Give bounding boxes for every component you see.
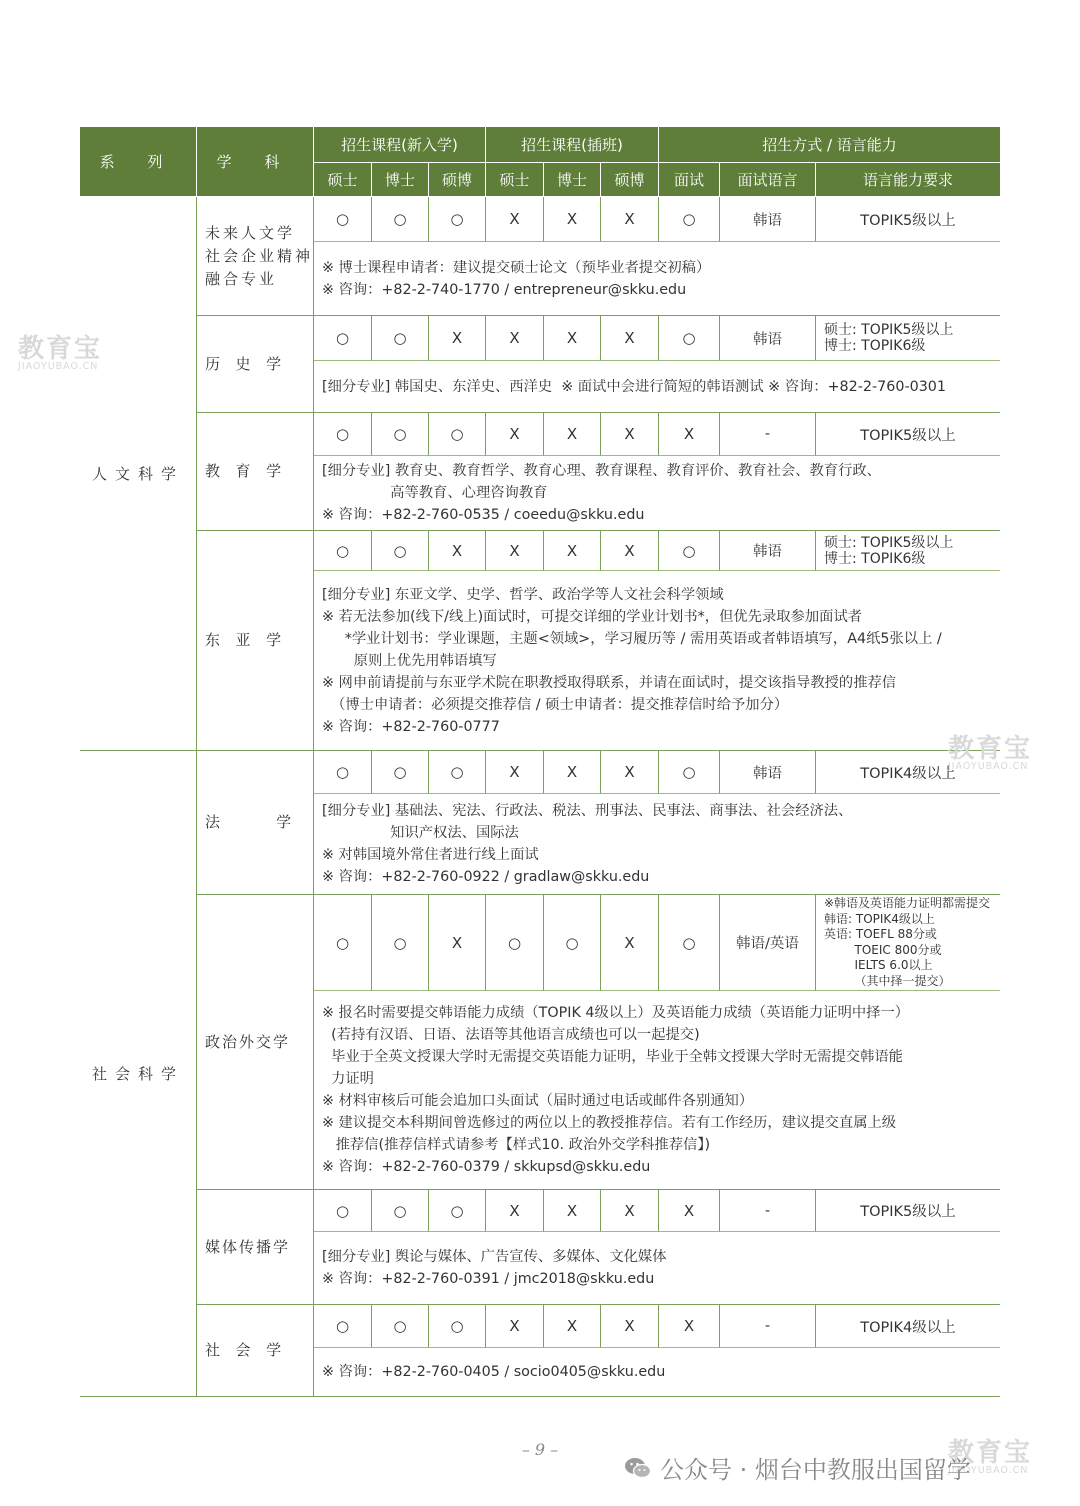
admissions-table — [80, 127, 1000, 1397]
mark-cell: ○ — [544, 895, 601, 991]
language-requirement — [816, 316, 1000, 361]
language-requirement — [816, 413, 1000, 456]
note-line: 毕业于全英文授课大学时无需提交英语能力证明，毕业于全韩文授课大学时无需提交韩语能 — [322, 1049, 903, 1065]
subject-cell — [197, 531, 314, 751]
note-line: 高等教育、心理咨询教育 — [322, 485, 548, 501]
header-col: 硕博 — [429, 163, 486, 197]
header-group-method: 招生方式 / 语言能力 — [659, 127, 1000, 163]
mark-cell: ○ — [372, 531, 429, 571]
note-line: ※ 咨询：+82-2-760-0405 / socio0405@skku.edu — [322, 1364, 666, 1380]
note-line: ※ 咨询：+82-2-760-0777 — [322, 718, 500, 735]
note-line: （博士申请者：必须提交推荐信 / 硕士申请者：提交推荐信时给予加分） — [322, 696, 789, 713]
mark-cell: ○ — [429, 197, 486, 242]
requirement-line: 硕士: TOPIK5级以上 — [824, 322, 954, 338]
note-line: 力证明 — [322, 1071, 374, 1087]
mark-cell: ○ — [659, 531, 720, 571]
interview-language: 韩语/英语 — [720, 895, 816, 991]
language-requirement — [816, 197, 1000, 242]
header-subject: 学 科 — [197, 127, 314, 197]
requirement-line: 硕士: TOPIK5级以上 — [824, 534, 954, 551]
mark-cell: X — [544, 531, 601, 571]
header-group-new: 招生课程(新入学) — [314, 127, 486, 163]
subject-cell — [197, 895, 314, 1190]
subject-name: 社会企业精神 — [205, 246, 314, 265]
watermark-logo: 教育宝 JIAOYUBAO.CN — [18, 334, 103, 372]
mark-cell: X — [544, 751, 601, 794]
mark-cell: X — [544, 197, 601, 242]
mark-cell: X — [544, 1305, 601, 1348]
subject-cell — [197, 316, 314, 413]
interview-language: 韩语 — [720, 531, 816, 571]
note-cell — [314, 571, 1000, 751]
mark-cell: X — [486, 531, 544, 571]
requirement-line: TOPIK5级以上 — [860, 212, 956, 229]
note-line: ※ 咨询：+82-2-740-1770 / entrepreneur@skku.edu — [322, 281, 687, 298]
mark-cell: X — [601, 751, 659, 794]
mark-cell: ○ — [372, 895, 429, 991]
page-number: – 9 – — [521, 1440, 559, 1459]
note-line: [细分专业] 东亚文学、史学、哲学、政治学等人文社会科学领域 — [322, 586, 724, 603]
mark-cell: X — [659, 1305, 720, 1348]
interview-language: - — [720, 1190, 816, 1232]
note-line: [细分专业] 舆论与媒体、广告宣传、多媒体、文化媒体 — [322, 1249, 667, 1265]
header-col: 面试 — [659, 163, 720, 197]
category-humanities: 人文科学 — [80, 197, 197, 751]
subject-name: 媒体传播学 — [205, 1237, 291, 1256]
mark-cell: ○ — [429, 751, 486, 794]
mark-cell: X — [486, 1305, 544, 1348]
mark-cell: ○ — [429, 413, 486, 456]
subject-cell — [197, 751, 314, 895]
mark-cell: ○ — [314, 1190, 372, 1232]
note-line: ※ 咨询：+82-2-760-0379 / skkupsd@skku.edu — [322, 1159, 651, 1175]
note-line: 原则上优先用韩语填写 — [322, 652, 497, 669]
mark-cell: ○ — [314, 316, 372, 361]
note-line: 知识产权法、国际法 — [322, 825, 519, 841]
subject-name: 东 亚 学 — [205, 631, 284, 649]
mark-cell: ○ — [372, 197, 429, 242]
mark-cell: X — [601, 197, 659, 242]
note-cell — [314, 456, 1000, 531]
note-line: [细分专业] 韩国史、东洋史、西洋史 ※ 面试中会进行简短的韩语测试 ※ 咨询：+82-2-760-0301 — [322, 378, 946, 395]
header-col: 面试语言 — [720, 163, 816, 197]
requirement-line: 韩语: TOPIK4级以上 — [824, 911, 935, 926]
mark-cell: ○ — [372, 316, 429, 361]
mark-cell: ○ — [314, 1305, 372, 1348]
note-cell — [314, 1348, 1000, 1397]
mark-cell: X — [429, 316, 486, 361]
mark-cell: ○ — [314, 531, 372, 571]
note-line: [细分专业] 基础法、宪法、行政法、税法、刑事法、民事法、商事法、社会经济法、 — [322, 803, 853, 819]
mark-cell: X — [486, 1190, 544, 1232]
language-requirement — [816, 531, 1000, 571]
mark-cell: X — [601, 531, 659, 571]
header-col: 硕博 — [601, 163, 659, 197]
subject-name: 历 史 学 — [205, 354, 284, 373]
subject-cell — [197, 1305, 314, 1397]
interview-language: 韩语 — [720, 197, 816, 242]
note-line: ※ 对韩国境外常住者进行线上面试 — [322, 847, 539, 863]
mark-cell: X — [544, 1190, 601, 1232]
subject-name: 教 育 学 — [205, 462, 284, 480]
mark-cell: X — [544, 413, 601, 456]
note-line: *学业计划书：学业课题，主题<领域>，学习履历等 / 需用英语或者韩语填写，A4纸5张以上 / — [322, 630, 942, 647]
subject-name: 法 学 — [205, 813, 294, 831]
mark-cell: X — [486, 751, 544, 794]
mark-cell: X — [601, 316, 659, 361]
header-col: 博士 — [544, 163, 601, 197]
requirement-line: TOPIK4级以上 — [860, 1319, 956, 1336]
subject-cell — [197, 1190, 314, 1305]
note-line: ※ 博士课程申请者：建议提交硕士论文（预毕业者提交初稿） — [322, 259, 711, 276]
mark-cell: X — [486, 197, 544, 242]
note-line: ※ 咨询：+82-2-760-0535 / coeedu@skku.edu — [322, 507, 645, 523]
mark-cell: X — [486, 413, 544, 456]
requirement-line: ※韩语及英语能力证明都需提交 — [824, 896, 991, 910]
mark-cell: ○ — [372, 751, 429, 794]
mark-cell: X — [659, 413, 720, 456]
subject-cell — [197, 413, 314, 531]
note-cell — [314, 1232, 1000, 1305]
language-requirement — [816, 895, 1000, 991]
mark-cell: ○ — [314, 751, 372, 794]
interview-language: 韩语 — [720, 316, 816, 361]
mark-cell: ○ — [429, 1190, 486, 1232]
mark-cell: X — [601, 1305, 659, 1348]
mark-cell: X — [544, 316, 601, 361]
mark-cell: ○ — [372, 1305, 429, 1348]
note-line: 推荐信(推荐信样式请参考【样式10. 政治外交学科推荐信】) — [322, 1137, 711, 1153]
requirement-line: （其中择一提交） — [824, 973, 951, 988]
requirement-line: 博士: TOPIK6级 — [824, 550, 926, 567]
mark-cell: ○ — [314, 197, 372, 242]
watermark-logo: 教育宝 JIAOYUBAO.CN — [948, 1438, 1033, 1476]
subject-cell — [197, 197, 314, 316]
language-requirement — [816, 1190, 1000, 1232]
subject-name: 社 会 学 — [205, 1341, 284, 1359]
requirement-line: TOEIC 800分或 — [824, 942, 942, 957]
footer-text: 公众号 · 烟台中教服出国留学 — [660, 1456, 971, 1484]
subject-name: 政治外交学 — [205, 1032, 291, 1051]
header-col: 硕士 — [486, 163, 544, 197]
mark-cell: ○ — [659, 316, 720, 361]
mark-cell: ○ — [372, 413, 429, 456]
mark-cell: ○ — [314, 413, 372, 456]
mark-cell: ○ — [659, 895, 720, 991]
header-col: 语言能力要求 — [816, 163, 1000, 197]
mark-cell: X — [659, 1190, 720, 1232]
note-line: ※ 咨询：+82-2-760-0922 / gradlaw@skku.edu — [322, 869, 650, 885]
requirement-line: TOPIK5级以上 — [860, 1204, 956, 1220]
mark-cell: X — [601, 1190, 659, 1232]
mark-cell: X — [429, 531, 486, 571]
mark-cell: ○ — [659, 197, 720, 242]
note-line: ※ 网申前请提前与东亚学术院在职教授取得联系，并请在面试时，提交该指导教授的推荐信 — [322, 674, 897, 691]
note-cell — [314, 361, 1000, 413]
mark-cell: X — [601, 413, 659, 456]
note-line: ※ 报名时需要提交韩语能力成绩（TOPIK 4级以上）及英语能力成绩（英语能力证明中择一） — [322, 1005, 910, 1021]
note-line: ※ 若无法参加(线下/线上)面试时，可提交详细的学业计划书*，但优先录取参加面试者 — [322, 608, 863, 625]
interview-language: 韩语 — [720, 751, 816, 794]
header-group-transfer: 招生课程(插班) — [486, 127, 659, 163]
header-series: 系 列 — [80, 127, 197, 197]
interview-language: - — [720, 413, 816, 456]
mark-cell: ○ — [659, 751, 720, 794]
note-cell — [314, 794, 1000, 895]
header-col: 博士 — [372, 163, 429, 197]
note-line: ※ 材料审核后可能会追加口头面试（届时通过电话或邮件各别通知） — [322, 1093, 754, 1109]
note-line: ※ 咨询：+82-2-760-0391 / jmc2018@skku.edu — [322, 1271, 655, 1287]
note-cell — [314, 242, 1000, 316]
requirement-line: IELTS 6.0以上 — [824, 958, 933, 972]
requirement-line: 博士: TOPIK6级 — [824, 338, 926, 354]
wechat-icon — [624, 1456, 652, 1480]
mark-cell: ○ — [486, 895, 544, 991]
mark-cell: ○ — [372, 1190, 429, 1232]
watermark-logo: 教育宝 JIAOYUBAO.CN — [948, 734, 1033, 772]
mark-cell: ○ — [429, 1305, 486, 1348]
note-line: ※ 建议提交本科期间曾选修过的两位以上的教授推荐信。若有工作经历，建议提交直属上级 — [322, 1115, 897, 1131]
footer — [624, 1450, 971, 1485]
subject-name: 未来人文学 — [205, 223, 296, 242]
subject-name: 融合专业 — [205, 269, 278, 288]
note-line: [细分专业] 教育史、教育哲学、教育心理、教育课程、教育评价、教育社会、教育行政、 — [322, 463, 881, 479]
language-requirement — [816, 1305, 1000, 1348]
note-line: (若持有汉语、日语、法语等其他语言成绩也可以一起提交) — [322, 1027, 700, 1043]
interview-language: - — [720, 1305, 816, 1348]
mark-cell: ○ — [314, 895, 372, 991]
header-col: 硕士 — [314, 163, 372, 197]
mark-cell: X — [601, 895, 659, 991]
note-cell — [314, 991, 1000, 1190]
mark-cell: X — [429, 895, 486, 991]
requirement-line: TOPIK5级以上 — [860, 427, 956, 444]
requirement-line: TOPIK4级以上 — [860, 765, 956, 782]
requirement-line: 英语: TOEFL 88分或 — [824, 927, 937, 941]
category-social-sciences: 社会科学 — [80, 751, 197, 1397]
mark-cell: X — [486, 316, 544, 361]
